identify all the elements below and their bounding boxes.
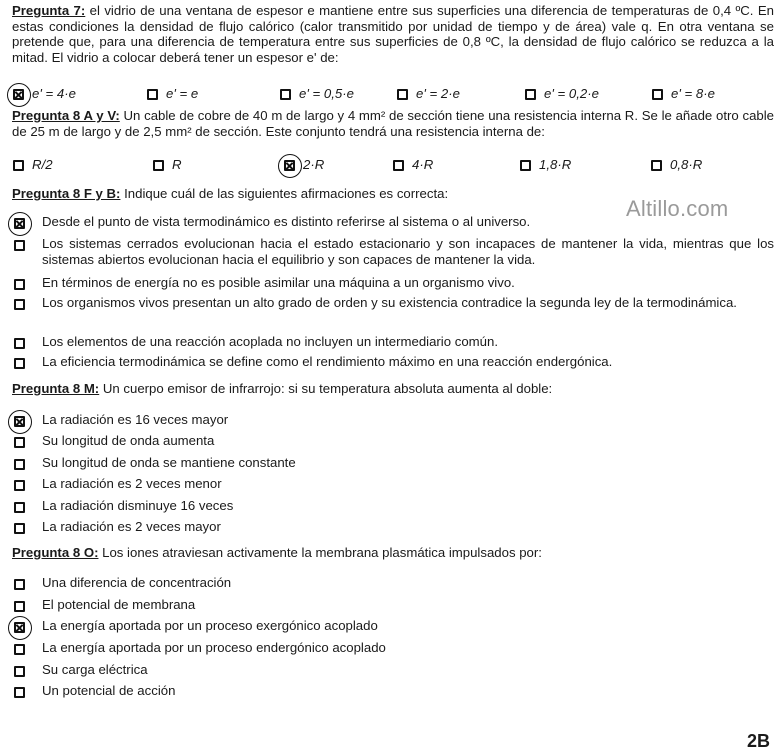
checkbox-icon[interactable] — [13, 159, 24, 170]
empty-box-icon — [397, 89, 408, 100]
checkbox-icon[interactable] — [14, 436, 25, 447]
checkbox-icon[interactable] — [14, 357, 25, 368]
question-8o — [12, 545, 774, 561]
checkbox-icon[interactable] — [14, 686, 25, 697]
q8m-option-2[interactable] — [12, 433, 774, 449]
question-7-label: Pregunta 7: — [12, 3, 86, 18]
checkbox-icon[interactable] — [520, 159, 531, 170]
question-8av-text: Un cable de cobre de 40 m de largo y 4 mm² de sección tiene una resistencia interna R. Se le añade otro cable de 25 m de largo y de 2,5 mm² de sección. Este conjunto tendrá una resistencia interna de: — [12, 108, 774, 139]
checkbox-icon[interactable] — [14, 479, 25, 490]
checkbox-icon[interactable] — [13, 88, 24, 99]
q7-option-3-text: e' = 0,5·e — [299, 86, 354, 101]
empty-box-icon — [14, 459, 25, 470]
q8av-option-3[interactable] — [284, 157, 324, 172]
q7-option-1-text: e' = 4·e — [32, 86, 76, 101]
q8av-option-5-text: 1,8·R — [539, 157, 572, 172]
q8m-option-4-text: La radiación es 2 veces menor — [42, 476, 222, 491]
checkbox-icon[interactable] — [14, 600, 25, 611]
page-number: 2B — [746, 731, 770, 751]
watermark: Altillo.com — [626, 196, 729, 221]
q8o-option-6[interactable] — [12, 683, 774, 699]
circle-mark-icon — [7, 83, 31, 107]
q8fb-option-2[interactable] — [12, 236, 774, 268]
q8o-option-2[interactable] — [12, 597, 774, 613]
checkbox-icon[interactable] — [652, 88, 663, 99]
checkbox-icon[interactable] — [651, 159, 662, 170]
checkbox-icon[interactable] — [14, 458, 25, 469]
q8av-option-5[interactable] — [520, 157, 571, 172]
checkbox-icon[interactable] — [14, 415, 25, 426]
q8o-option-6-text: Un potencial de acción — [42, 683, 176, 698]
checkbox-icon[interactable] — [14, 501, 25, 512]
checkbox-icon[interactable] — [153, 159, 164, 170]
q8o-option-3[interactable] — [12, 618, 774, 634]
q8m-option-3[interactable] — [12, 455, 774, 471]
checkbox-icon[interactable] — [14, 578, 25, 589]
circle-mark-icon — [278, 154, 302, 178]
q7-option-6-text: e' = 8·e — [671, 86, 715, 101]
empty-box-icon — [652, 89, 663, 100]
empty-box-icon — [14, 299, 25, 310]
checkbox-icon[interactable] — [14, 643, 25, 654]
q8av-option-2-text: R — [172, 157, 182, 172]
checkbox-icon[interactable] — [280, 88, 291, 99]
q8o-option-4-text: La energía aportada por un proceso endergónico acoplado — [42, 640, 386, 655]
checkbox-icon[interactable] — [14, 522, 25, 533]
empty-box-icon — [13, 160, 24, 171]
q8fb-option-1-text: Desde el punto de vista termodinámico es distinto referirse al sistema o al universo. — [42, 214, 531, 229]
checkbox-icon[interactable] — [14, 298, 25, 309]
checkbox-icon[interactable] — [14, 217, 25, 228]
q8fb-option-6-text: La eficiencia termodinámica se define como el rendimiento máximo en una reacción endergónica. — [42, 354, 613, 369]
empty-box-icon — [651, 160, 662, 171]
question-8o-label: Pregunta 8 O: — [12, 545, 99, 560]
q8o-option-3-text: La energía aportada por un proceso exergónico acoplado — [42, 618, 378, 633]
q8fb-option-3[interactable] — [12, 275, 774, 291]
question-8m-label: Pregunta 8 M: — [12, 381, 100, 396]
circle-mark-icon — [8, 212, 32, 236]
checkbox-icon[interactable] — [14, 337, 25, 348]
q7-option-4-text: e' = 2·e — [416, 86, 460, 101]
q8m-option-1-text: La radiación es 16 veces mayor — [42, 412, 229, 427]
q8o-option-4[interactable] — [12, 640, 774, 656]
q8o-option-2-text: El potencial de membrana — [42, 597, 196, 612]
question-8av — [12, 108, 774, 139]
q8fb-option-4[interactable] — [12, 295, 774, 311]
circle-mark-icon — [8, 616, 32, 640]
empty-box-icon — [525, 89, 536, 100]
q7-option-5[interactable] — [525, 86, 599, 101]
checkbox-icon[interactable] — [284, 159, 295, 170]
question-8fb-label: Pregunta 8 F y B: — [12, 186, 121, 201]
circle-mark-icon — [8, 410, 32, 434]
q8m-option-2-text: Su longitud de onda aumenta — [42, 433, 215, 448]
q8av-option-3-text: 2·R — [303, 157, 325, 172]
q8av-option-6[interactable] — [651, 157, 702, 172]
checkbox-icon[interactable] — [14, 665, 25, 676]
checkbox-icon[interactable] — [147, 88, 158, 99]
q8fb-option-1[interactable] — [12, 214, 774, 230]
empty-box-icon — [14, 644, 25, 655]
empty-box-icon — [14, 579, 25, 590]
empty-box-icon — [520, 160, 531, 171]
empty-box-icon — [14, 480, 25, 491]
checkbox-icon[interactable] — [14, 621, 25, 632]
empty-box-icon — [14, 687, 25, 698]
q7-option-6[interactable] — [652, 86, 715, 101]
q8av-option-4[interactable] — [393, 157, 433, 172]
empty-box-icon — [14, 279, 25, 290]
q8av-option-4-text: 4·R — [412, 157, 434, 172]
checkbox-icon[interactable] — [14, 278, 25, 289]
empty-box-icon — [393, 160, 404, 171]
question-8m — [12, 381, 774, 397]
q8o-option-5[interactable] — [12, 662, 774, 678]
empty-box-icon — [147, 89, 158, 100]
empty-box-icon — [14, 523, 25, 534]
question-8fb-text: Indique cuál de las siguientes afirmaciones es correcta: — [120, 186, 449, 201]
q8m-option-5-text: La radiación disminuye 16 veces — [42, 498, 234, 513]
empty-box-icon — [14, 358, 25, 369]
q8av-option-1-text: R/2 — [32, 157, 53, 172]
question-7-text: el vidrio de una ventana de espesor e mantiene entre sus superficies una diferencia de temperaturas de 0,4 ºC. En estas condiciones la densidad de flujo calórico (calor transmitido por unidad de tiempo y de área) vale q. En otra ventana se pretende que, para una diferencia de temperatura entre sus superficies de 0,8 ºC, la densidad de flujo calórico se reduzca a la mitad. El vidrio a colocar deberá tener un espesor e' de: — [12, 3, 775, 65]
q8m-option-5[interactable] — [12, 498, 774, 514]
q8fb-option-5[interactable] — [12, 334, 774, 350]
question-8av-options — [0, 157, 780, 175]
q8av-option-6-text: 0,8·R — [670, 157, 703, 172]
checkbox-icon[interactable] — [393, 159, 404, 170]
q8fb-option-2-text: Los sistemas cerrados evolucionan hacia el estado estacionario y son incapaces de mantener la vida, mientras que los sistemas abiertos evolucionan hacia el equilibrio y son capaces de mantener la vida. — [42, 236, 774, 267]
empty-box-icon — [14, 601, 25, 612]
q7-option-4[interactable] — [397, 86, 460, 101]
q8o-option-1[interactable] — [12, 575, 774, 591]
empty-box-icon — [280, 89, 291, 100]
question-7 — [12, 3, 774, 65]
q8o-option-5-text: Su carga eléctrica — [42, 662, 148, 677]
question-7-options — [0, 86, 780, 104]
q8av-option-2[interactable] — [153, 157, 182, 172]
q8fb-option-6[interactable] — [12, 354, 774, 370]
checkbox-icon[interactable] — [397, 88, 408, 99]
empty-box-icon — [14, 437, 25, 448]
q7-option-1[interactable] — [13, 86, 76, 101]
q8m-option-4[interactable] — [12, 476, 774, 492]
empty-box-icon — [14, 502, 25, 513]
question-8m-text: Un cuerpo emisor de infrarrojo: si su temperatura absoluta aumenta al doble: — [99, 381, 553, 396]
question-8av-label: Pregunta 8 A y V: — [12, 108, 120, 123]
empty-box-icon — [14, 666, 25, 677]
q8o-option-1-text: Una diferencia de concentración — [42, 575, 232, 590]
q8m-option-3-text: Su longitud de onda se mantiene constante — [42, 455, 296, 470]
checkbox-icon[interactable] — [14, 239, 25, 250]
q7-option-3[interactable] — [280, 86, 354, 101]
q8av-option-1[interactable] — [13, 157, 53, 172]
question-8o-text: Los iones atraviesan activamente la membrana plasmática impulsados por: — [98, 545, 542, 560]
empty-box-icon — [14, 240, 25, 251]
q8fb-option-5-text: Los elementos de una reacción acoplada no incluyen un intermediario común. — [42, 334, 498, 349]
q7-option-5-text: e' = 0,2·e — [544, 86, 599, 101]
q8fb-option-4-text: Los organismos vivos presentan un alto grado de orden y su existencia contradice la segunda ley de la termodinámica. — [42, 295, 737, 310]
q8m-option-6[interactable] — [12, 519, 774, 535]
checkbox-icon[interactable] — [525, 88, 536, 99]
q7-option-2-text: e' = e — [166, 86, 199, 101]
empty-box-icon — [14, 338, 25, 349]
q8m-option-1[interactable] — [12, 412, 774, 428]
q7-option-2[interactable] — [147, 86, 198, 101]
q8m-option-6-text: La radiación es 2 veces mayor — [42, 519, 221, 534]
empty-box-icon — [153, 160, 164, 171]
q8fb-option-3-text: En términos de energía no es posible asimilar una máquina a un organismo vivo. — [42, 275, 515, 290]
